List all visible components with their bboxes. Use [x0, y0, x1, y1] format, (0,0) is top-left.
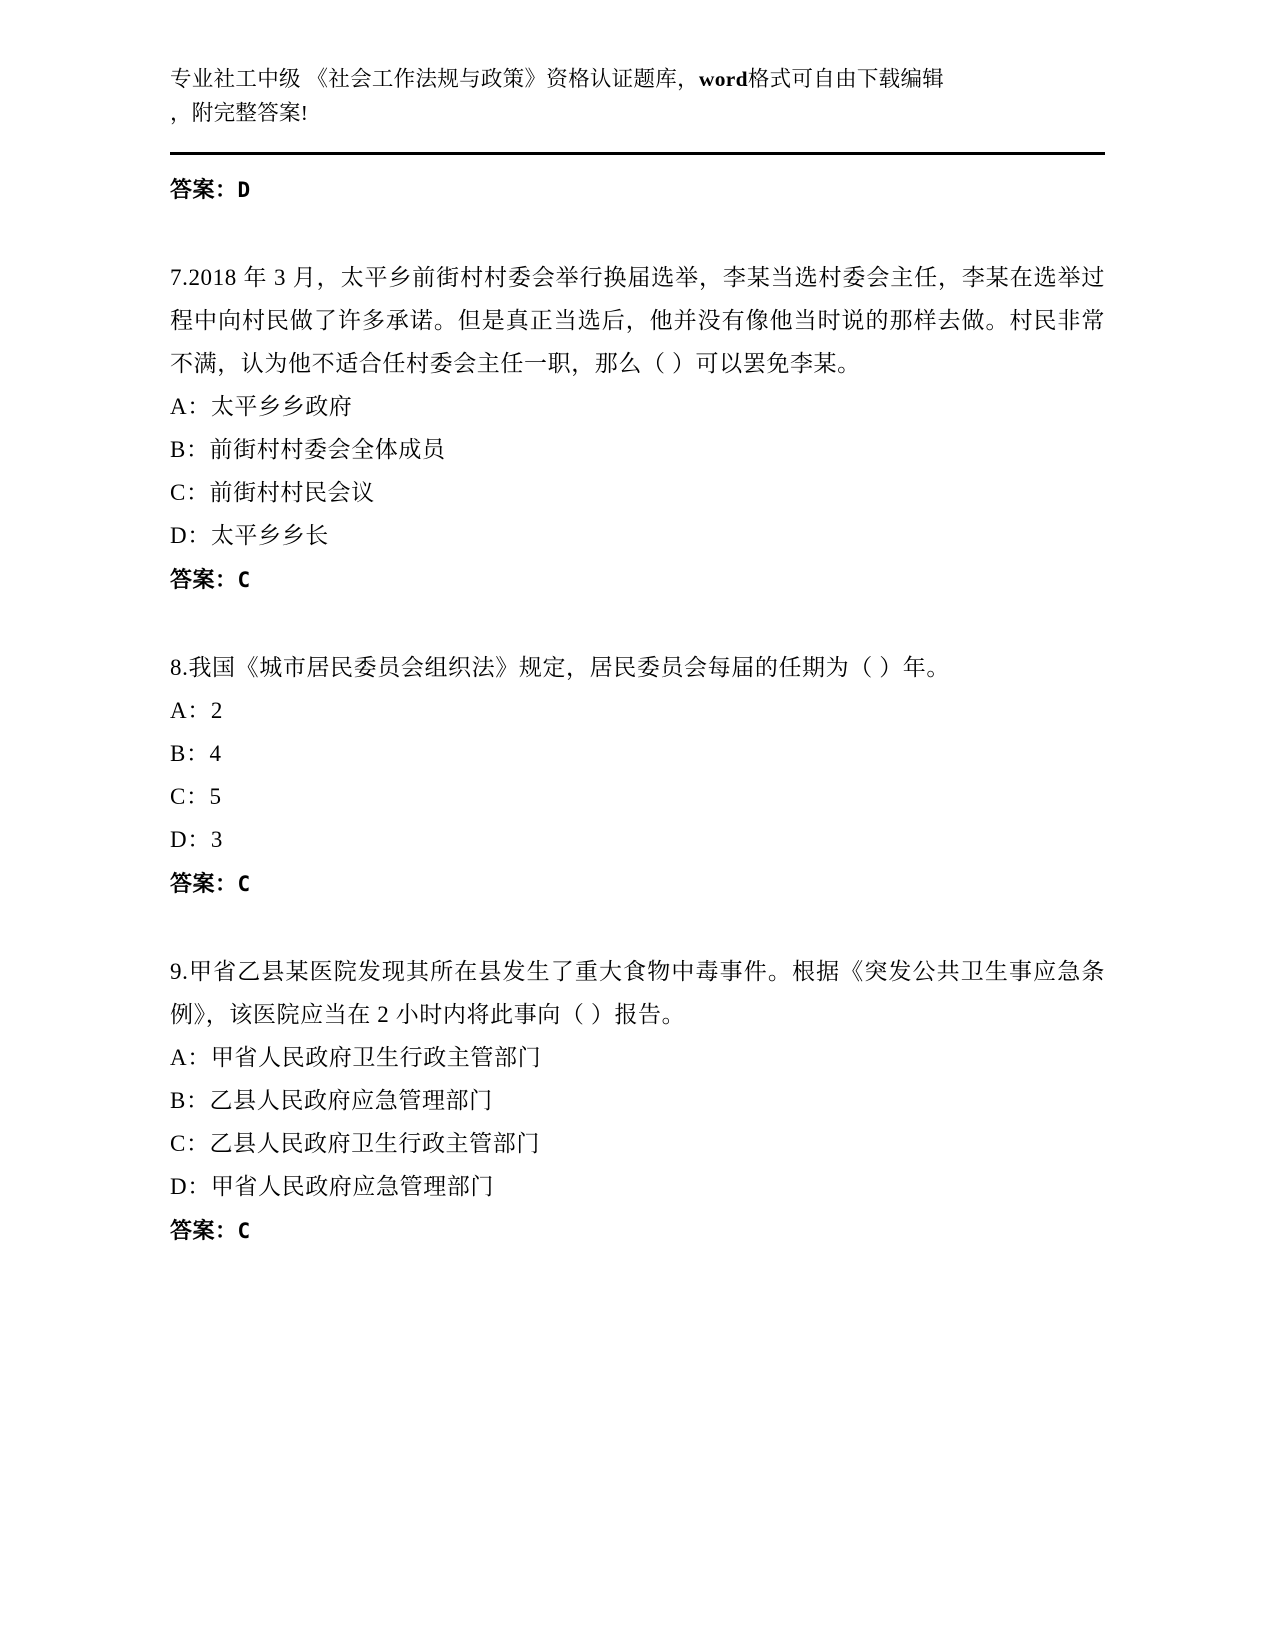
option-label: B：: [170, 1088, 210, 1113]
option-text: 甲省人民政府卫生行政主管部门: [210, 1045, 542, 1070]
question-number: 7.: [170, 265, 189, 290]
answer-label: 答案：: [170, 1218, 238, 1243]
option-label: D：: [170, 827, 211, 852]
header-text-part1: 专业社工中级 《社会工作法规与政策》资格认证题库，: [170, 67, 699, 91]
option-label: B：: [170, 741, 210, 766]
question-text: 甲省乙县某医院发现其所在县发生了重大食物中毒事件。根据《突发公共卫生事应急条例》，该医院应当在 2 小时内将此事向（ ）报告。: [170, 959, 1105, 1027]
option-text: 前街村村委会全体成员: [209, 437, 446, 462]
option-text: 太平乡乡长: [210, 523, 329, 548]
question-block: [170, 950, 1105, 1245]
answer-value: C: [237, 1219, 251, 1243]
option-text: 4: [209, 741, 222, 766]
option-label: A：: [170, 394, 211, 419]
option-text: 前街村村民会议: [209, 480, 375, 505]
answer-value: C: [237, 568, 251, 592]
option-row[interactable]: [170, 428, 1105, 471]
answer-label: 答案：: [170, 177, 238, 202]
option-label: A：: [170, 1045, 211, 1070]
question-stem: [170, 256, 1105, 385]
header-text-word: word: [698, 67, 748, 91]
question-answer: [170, 867, 1105, 898]
question-text: 2018 年 3 月，太平乡前街村村委会举行换届选举，李某当选村委会主任，李某在选举过程中向村民做了许多承诺。但是真正当选后，他并没有像他当时说的那样去做。村民非常不满，认为他不适合任村委会主任一职，那么（ ）可以罢免李某。: [170, 265, 1105, 376]
option-row[interactable]: [170, 1036, 1105, 1079]
question-block: [170, 256, 1105, 594]
option-text: 3: [210, 827, 223, 852]
option-label: C：: [170, 480, 210, 505]
option-row[interactable]: [170, 471, 1105, 514]
option-row[interactable]: [170, 1122, 1105, 1165]
option-label: C：: [170, 1131, 210, 1156]
option-text: 甲省人民政府应急管理部门: [210, 1174, 495, 1199]
question-number: 8.: [170, 655, 189, 680]
question-stem: [170, 950, 1105, 1036]
option-label: A：: [170, 698, 211, 723]
question-number: 9.: [170, 959, 189, 984]
answer-label: 答案：: [170, 871, 238, 896]
option-text: 乙县人民政府应急管理部门: [209, 1088, 493, 1113]
option-text: 5: [209, 784, 222, 809]
option-label: B：: [170, 437, 210, 462]
header-divider: [170, 152, 1105, 155]
header-text-part2: 格式可自由下载编辑: [747, 67, 945, 91]
option-text: 乙县人民政府卫生行政主管部门: [209, 1131, 540, 1156]
page-header: [170, 62, 1105, 130]
option-row[interactable]: [170, 514, 1105, 557]
option-row[interactable]: [170, 775, 1105, 818]
option-row[interactable]: [170, 1165, 1105, 1208]
question-text: 我国《城市居民委员会组织法》规定，居民委员会每届的任期为（ ）年。: [188, 655, 951, 680]
option-row[interactable]: [170, 732, 1105, 775]
header-text-line2: ，附完整答案!: [170, 101, 309, 125]
option-text: 太平乡乡政府: [210, 394, 353, 419]
answer-value: D: [237, 178, 251, 202]
option-label: D：: [170, 1174, 211, 1199]
previous-question-answer: [170, 173, 1105, 204]
question-stem: [170, 646, 1105, 689]
question-answer: [170, 563, 1105, 594]
option-row[interactable]: [170, 689, 1105, 732]
question-block: [170, 646, 1105, 898]
option-row[interactable]: [170, 1079, 1105, 1122]
option-label: C：: [170, 784, 210, 809]
question-answer: [170, 1214, 1105, 1245]
answer-label: 答案：: [170, 567, 238, 592]
option-text: 2: [210, 698, 223, 723]
option-row[interactable]: [170, 385, 1105, 428]
option-row[interactable]: [170, 818, 1105, 861]
option-label: D：: [170, 523, 211, 548]
answer-value: C: [237, 872, 251, 896]
